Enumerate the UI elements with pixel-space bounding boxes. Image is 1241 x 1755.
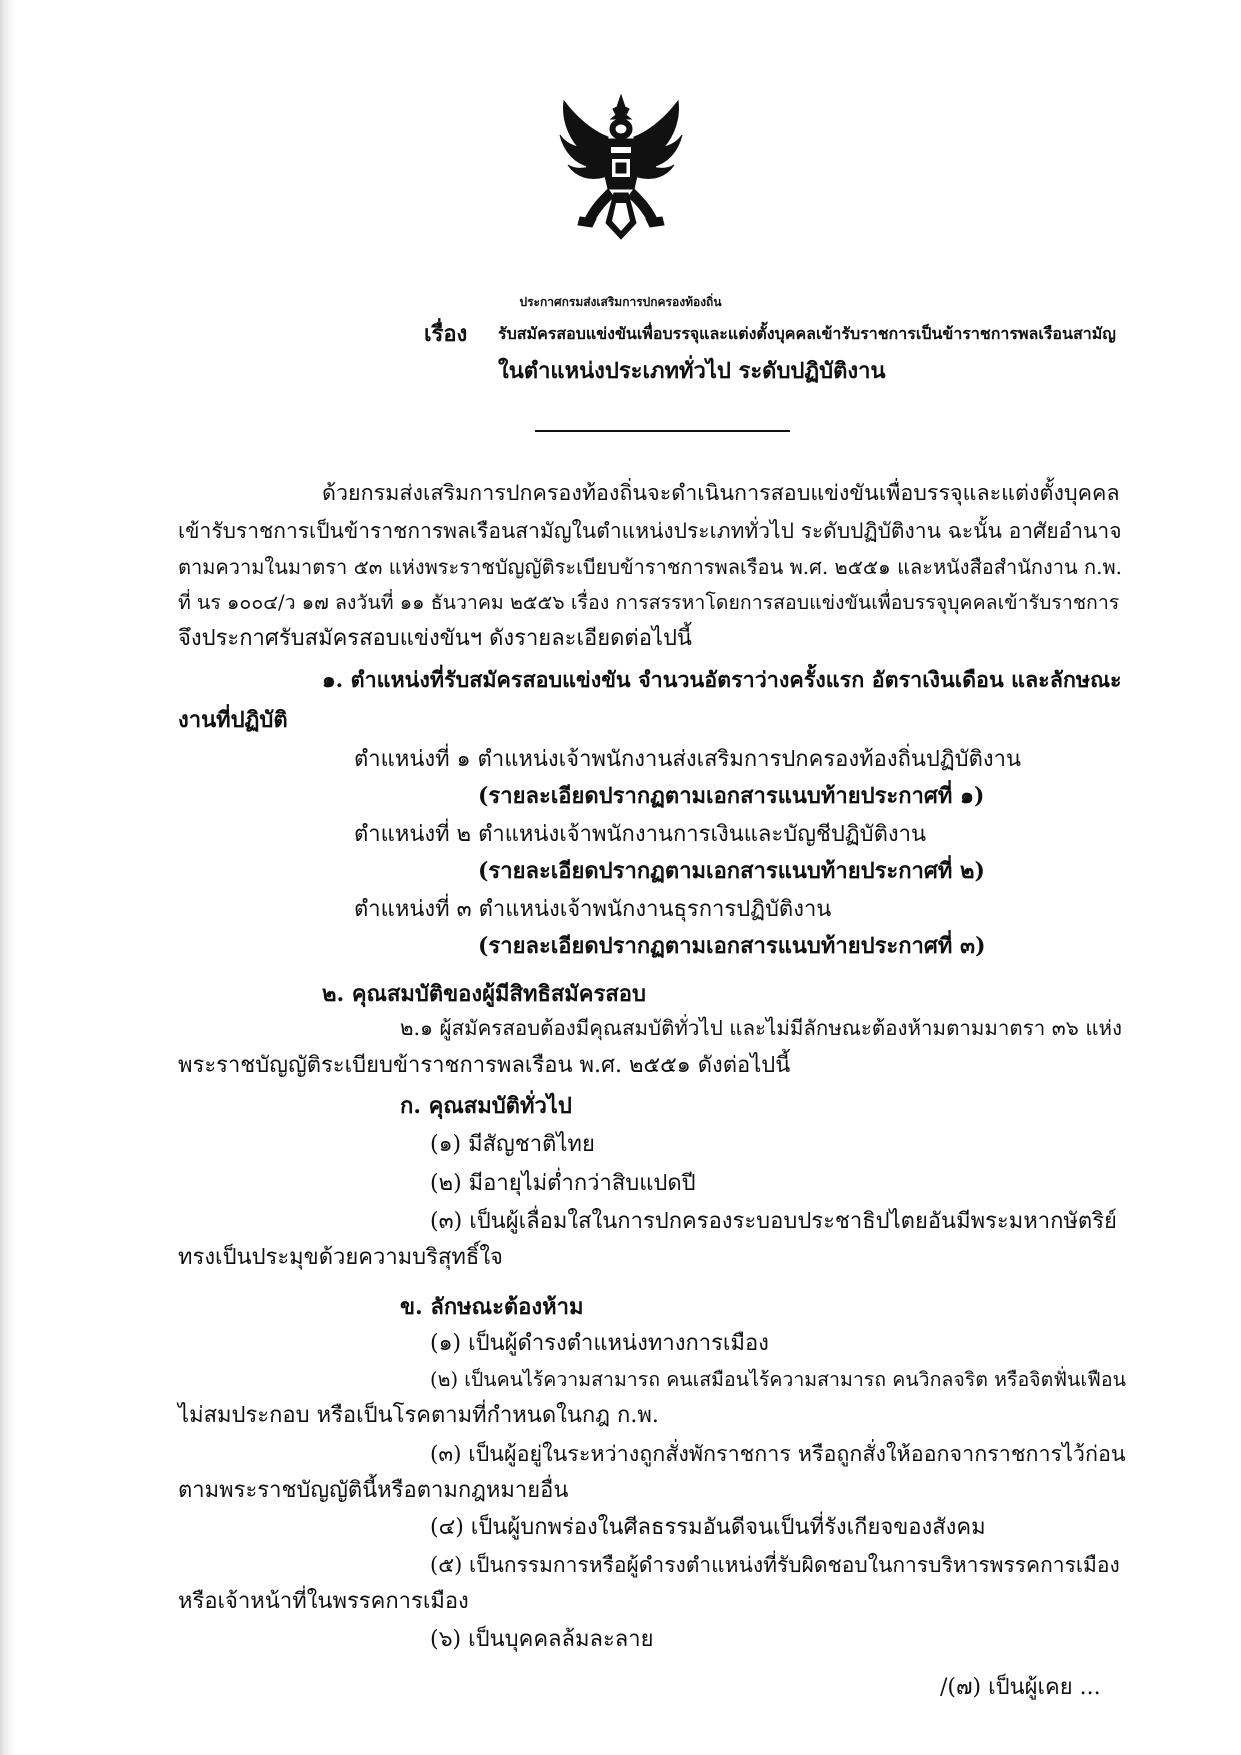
scan-edge (0, 0, 16, 1755)
intro-line-5: จึงประกาศรับสมัครสอบแข่งขันฯ ดังรายละเอียดต่อไปนี้ (178, 626, 692, 651)
section2-heading: ๒. คุณสมบัติของผู้มีสิทธิสมัครสอบ (322, 981, 646, 1007)
general-item-1: (๑) มีสัญชาติไทย (430, 1132, 595, 1157)
prohibited-item-4: (๔) เป็นผู้บกพร่องในศีลธรรมอันดีจนเป็นที่รังเกียจของสังคม (430, 1515, 986, 1540)
intro-line-1: ด้วยกรมส่งเสริมการปกครองท้องถิ่นจะดำเนินการสอบแข่งขันเพื่อบรรจุและแต่งตั้งบุคคล (322, 481, 1120, 506)
garuda-emblem-svg (556, 93, 686, 241)
prohibited-item-6: (๖) เป็นบุคคลล้มละลาย (430, 1627, 654, 1652)
prohibited-item-3-line-1: (๓) เป็นผู้อยู่ในระหว่างถูกสั่งพักราชการ หรือถูกสั่งให้ออกจากราชการไว้ก่อน (430, 1442, 1126, 1467)
prohibited-item-3-line-2: ตามพระราชบัญญัตินี้หรือตามกฎหมายอื่น (178, 1478, 569, 1503)
prohibited-item-5-line-1: (๕) เป็นกรรมการหรือผู้ดำรงตำแหน่งที่รับผิดชอบในการบริหารพรรคการเมือง (430, 1553, 1120, 1577)
section2-1-line-2: พระราชบัญญัติระเบียบข้าราชการพลเรือน พ.ศ. ๒๕๕๑ ดังต่อไปนี้ (178, 1053, 791, 1078)
prohibited-item-2-line-2: ไม่สมประกอบ หรือเป็นโรคตามที่กำหนดในกฎ ก.พ. (178, 1403, 659, 1428)
title-divider (535, 430, 790, 432)
prohibited-item-5-line-2: หรือเจ้าหน้าที่ในพรรคการเมือง (178, 1589, 469, 1614)
position-3-detail: (รายละเอียดปรากฏตามเอกสารแนบท้ายประกาศที่ ๓) (478, 933, 986, 959)
section1-heading-line-1: ๑. ตำแหน่งที่รับสมัครสอบแข่งขัน จำนวนอัตราว่างครั้งแรก อัตราเงินเดือน และลักษณะ (322, 668, 1122, 693)
general-item-3-line-2: ทรงเป็นประมุขด้วยความบริสุทธิ์ใจ (178, 1245, 503, 1270)
section2-1-line-1: ๒.๑ ผู้สมัครสอบต้องมีคุณสมบัติทั่วไป และไม่มีลักษณะต้องห้ามตามมาตรา ๓๖ แห่ง (400, 1016, 1123, 1040)
general-item-3-line-1: (๓) เป็นผู้เลื่อมใสในการปกครองระบอบประชาธิปไตยอันมีพระมหากษัตริย์ (430, 1209, 1117, 1234)
intro-line-4: ที่ นร ๑๐๐๔/ว ๑๗ ลงวันที่ ๑๑ ธันวาคม ๒๕๕๖ เรื่อง การสรรหาโดยการสอบแข่งขันเพื่อบรรจุบุคคลเข้ารับราชการ (178, 591, 1120, 614)
position-1-detail: (รายละเอียดปรากฏตามเอกสารแนบท้ายประกาศที่ ๑) (478, 783, 985, 809)
general-item-2: (๒) มีอายุไม่ต่ำกว่าสิบแปดปี (430, 1171, 696, 1196)
position-3-title: ตำแหน่งที่ ๓ ตำแหน่งเจ้าพนักงานธุรการปฏิบัติงาน (354, 897, 832, 922)
subject-line-2: ในตำแหน่งประเภททั่วไป ระดับปฏิบัติงาน (498, 358, 886, 384)
continued-note: /(๗) เป็นผู้เคย ... (940, 1675, 1101, 1700)
position-1-title: ตำแหน่งที่ ๑ ตำแหน่งเจ้าพนักงานส่งเสริมการปกครองท้องถิ่นปฏิบัติงาน (354, 747, 1022, 772)
general-qualifications-heading: ก. คุณสมบัติทั่วไป (400, 1093, 572, 1119)
subject-line-1: รับสมัครสอบแข่งขันเพื่อบรรจุและแต่งตั้งบุคคลเข้ารับราชการเป็นข้าราชการพลเรือนสามัญ (498, 324, 1116, 343)
subject-label: เรื่อง (424, 321, 468, 347)
prohibited-item-1: (๑) เป็นผู้ดำรงตำแหน่งทางการเมือง (430, 1331, 769, 1356)
document-title: ประกาศกรมส่งเสริมการปกครองท้องถิ่น (519, 295, 722, 309)
garuda-emblem-icon (556, 93, 686, 241)
position-2-detail: (รายละเอียดปรากฏตามเอกสารแนบท้ายประกาศที่ ๒) (478, 858, 985, 884)
position-2-title: ตำแหน่งที่ ๒ ตำแหน่งเจ้าพนักงานการเงินและบัญชีปฏิบัติงาน (354, 822, 926, 847)
prohibited-heading: ข. ลักษณะต้องห้าม (400, 1294, 584, 1320)
section1-heading-line-2: งานที่ปฏิบัติ (178, 707, 288, 733)
intro-line-3: ตามความในมาตรา ๕๓ แห่งพระราชบัญญัติระเบียบข้าราชการพลเรือน พ.ศ. ๒๕๕๑ และหนังสือสำนักงาน ก.พ. (178, 555, 1123, 579)
prohibited-item-2-line-1: (๒) เป็นคนไร้ความสามารถ คนเสมือนไร้ความสามารถ คนวิกลจริต หรือจิตฟั่นเฟือน (430, 1368, 1126, 1391)
intro-line-2: เข้ารับราชการเป็นข้าราชการพลเรือนสามัญในตำแหน่งประเภททั่วไป ระดับปฏิบัติงาน ฉะนั้น อาศัยอำนาจ (178, 519, 1122, 543)
